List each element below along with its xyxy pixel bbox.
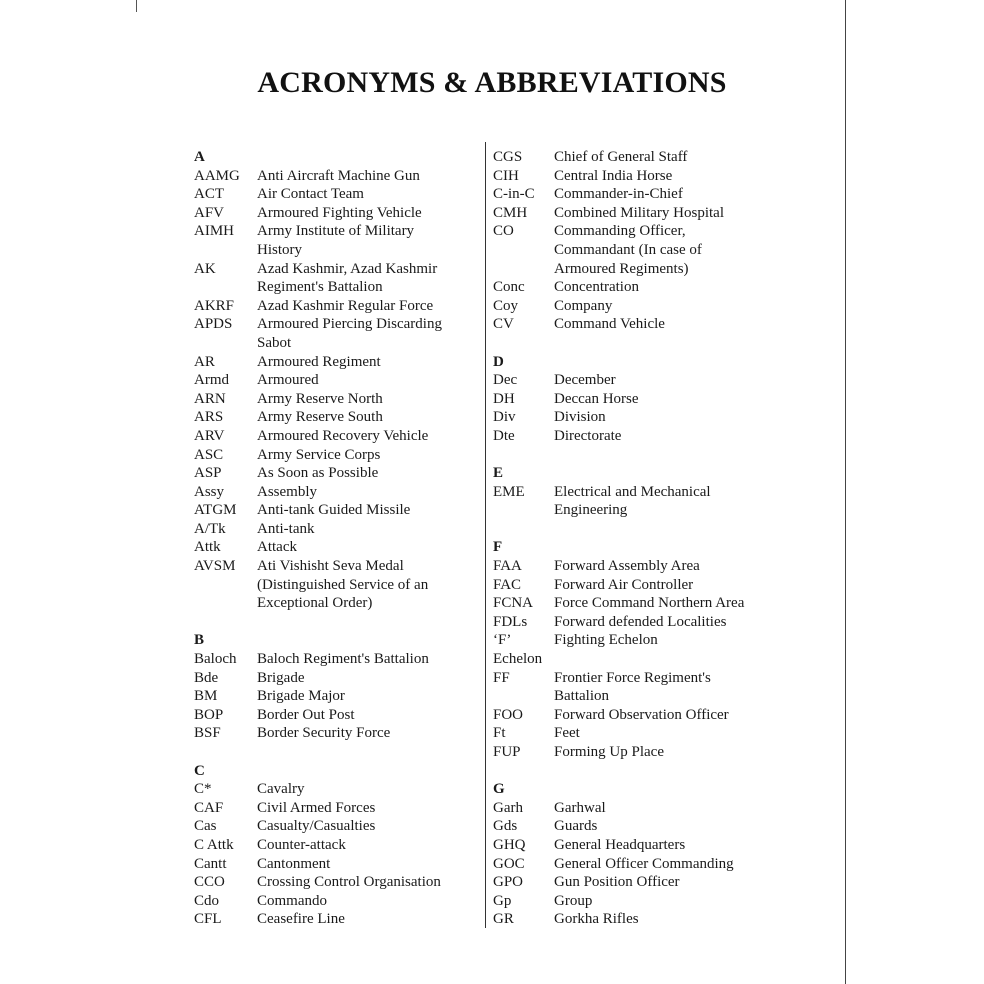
- abbreviation: ATGM: [194, 502, 237, 519]
- abbreviation: GOC: [493, 855, 525, 872]
- abbreviation-entry: [194, 260, 479, 297]
- abbreviation-entry: [493, 297, 793, 316]
- expansion: [257, 669, 479, 688]
- abbreviation: FCNA: [493, 595, 534, 612]
- abbreviation: AFV: [194, 204, 225, 221]
- expansion: [554, 315, 793, 334]
- abbreviation-entry: [493, 167, 793, 186]
- expansion-line: Army Reserve North: [257, 390, 383, 407]
- expansion-line: Commander-in-Chief: [554, 186, 683, 203]
- expansion-line: Anti-tank: [257, 520, 315, 537]
- abbreviation: Coy: [493, 297, 519, 314]
- expansion: [554, 167, 793, 186]
- abbreviation-entry: [194, 408, 479, 427]
- abbreviation-entry: [194, 446, 479, 465]
- expansion: [257, 724, 479, 743]
- expansion-line: Combined Military Hospital: [554, 204, 724, 221]
- abbreviation: APDS: [194, 316, 233, 333]
- column-divider: [485, 142, 486, 928]
- abbreviation-entry: [194, 520, 479, 539]
- abbreviation-entry: [493, 855, 793, 874]
- expansion: [257, 483, 479, 502]
- section-e: [493, 464, 793, 520]
- expansion-line: Army Service Corps: [257, 446, 381, 463]
- expansion: [554, 817, 793, 836]
- expansion: [554, 204, 793, 223]
- abbreviation-entry: [493, 427, 793, 446]
- page-edge-left: [136, 0, 137, 12]
- expansion: [257, 836, 479, 855]
- expansion-line: Guards: [554, 818, 598, 835]
- abbreviation: FAC: [493, 576, 522, 593]
- expansion: [257, 855, 479, 874]
- expansion-line: Civil Armed Forces: [257, 799, 376, 816]
- expansion: [257, 315, 479, 352]
- section-letter: C: [194, 762, 205, 779]
- expansion-line: Division: [554, 409, 606, 426]
- abbreviation-entry: [493, 836, 793, 855]
- expansion-line: Engineering: [554, 502, 628, 519]
- abbreviation: C*: [194, 781, 212, 798]
- page-edge-right: [845, 0, 846, 984]
- expansion: [554, 836, 793, 855]
- expansion-line: Battalion: [554, 688, 609, 705]
- abbreviation: AKRF: [194, 297, 235, 314]
- abbreviation: GPO: [493, 874, 524, 891]
- expansion-line: Company: [554, 297, 613, 314]
- abbreviation-entry: [493, 706, 793, 725]
- abbreviation: A/Tk: [194, 520, 226, 537]
- abbreviation-entry: [493, 576, 793, 595]
- abbreviation: Dte: [493, 427, 515, 444]
- section-continued: [493, 148, 793, 334]
- expansion-line: Brigade Major: [257, 688, 345, 705]
- abbreviation-entry: [194, 538, 479, 557]
- expansion: [257, 538, 479, 557]
- expansion: [554, 222, 793, 278]
- expansion-line: General Headquarters: [554, 836, 686, 853]
- abbreviation: CCO: [194, 874, 225, 891]
- section-letter: D: [493, 353, 504, 370]
- abbreviation-entry: [194, 873, 479, 892]
- abbreviation: Assy: [194, 483, 225, 500]
- expansion: [257, 204, 479, 223]
- expansion: [554, 855, 793, 874]
- expansion-line: Chief of General Staff: [554, 149, 688, 165]
- abbreviation-entry: [194, 185, 479, 204]
- expansion: [554, 557, 793, 576]
- expansion: [554, 594, 793, 613]
- abbreviation-entry: [493, 910, 793, 929]
- abbreviation-entry: [493, 315, 793, 334]
- abbreviation-entry: [194, 483, 479, 502]
- section-letter: G: [493, 781, 505, 798]
- expansion-line: Crossing Control Organisation: [257, 874, 441, 891]
- abbreviation: CAF: [194, 799, 224, 816]
- abbreviation: CGS: [493, 149, 523, 165]
- expansion-line: Feet: [554, 725, 580, 742]
- expansion: [257, 371, 479, 390]
- abbreviation: FOO: [493, 706, 524, 723]
- expansion: [554, 483, 793, 520]
- expansion: [257, 706, 479, 725]
- abbreviation-entry: [493, 557, 793, 576]
- expansion-line: Armoured Regiments): [554, 260, 689, 277]
- abbreviation: Conc: [493, 279, 525, 296]
- expansion: [554, 743, 793, 762]
- abbreviation: CIH: [493, 167, 519, 184]
- abbreviation-entry: [194, 650, 479, 669]
- expansion: [257, 799, 479, 818]
- abbreviation-entry: [493, 799, 793, 818]
- abbreviation: AVSM: [194, 558, 236, 575]
- expansion: [554, 408, 793, 427]
- abbreviation: GHQ: [493, 836, 526, 853]
- left-column: [194, 148, 479, 929]
- abbreviation-entry: [194, 371, 479, 390]
- abbreviation-entry: [194, 706, 479, 725]
- abbreviation: FAA: [493, 558, 522, 575]
- expansion-line: Commando: [257, 892, 327, 909]
- expansion-line: Army Institute of Military: [257, 223, 415, 240]
- abbreviation: FF: [493, 669, 510, 686]
- expansion-line: Border Out Post: [257, 706, 355, 723]
- abbreviation-entry: [493, 892, 793, 911]
- abbreviation-entry: [194, 427, 479, 446]
- abbreviation-entry: [194, 687, 479, 706]
- expansion: [257, 185, 479, 204]
- abbreviation: ARN: [194, 390, 226, 407]
- expansion: [554, 910, 793, 929]
- expansion: [554, 297, 793, 316]
- expansion: [257, 464, 479, 483]
- section-a: [194, 148, 479, 613]
- abbreviation: AK: [194, 260, 216, 277]
- abbreviation: Attk: [194, 539, 221, 556]
- abbreviation: CMH: [493, 204, 528, 221]
- expansion: [257, 780, 479, 799]
- expansion-line: General Officer Commanding: [554, 855, 734, 872]
- abbreviation-entry: [194, 780, 479, 799]
- expansion: [554, 799, 793, 818]
- expansion-line: History: [257, 241, 302, 258]
- abbreviation-entry: [493, 724, 793, 743]
- expansion: [257, 892, 479, 911]
- abbreviation: EME: [493, 483, 525, 500]
- abbreviation: ASP: [194, 465, 222, 482]
- abbreviation-entry: [194, 892, 479, 911]
- section-c: [194, 762, 479, 929]
- abbreviation: Ft: [493, 725, 506, 742]
- expansion: [554, 278, 793, 297]
- section-d: [493, 353, 793, 446]
- abbreviation-entry: [493, 371, 793, 390]
- abbreviation: Gds: [493, 818, 518, 835]
- expansion-line: Group: [554, 892, 593, 909]
- abbreviation: Cantt: [194, 855, 227, 872]
- abbreviation-entry: [194, 390, 479, 409]
- expansion-line: Forming Up Place: [554, 744, 664, 760]
- expansion: [554, 371, 793, 390]
- abbreviation: BOP: [194, 706, 224, 723]
- abbreviation-entry: [493, 278, 793, 297]
- expansion-line: Commanding Officer,: [554, 223, 686, 240]
- expansion-line: Garhwal: [554, 799, 606, 816]
- abbreviation: C Attk: [194, 836, 234, 853]
- expansion-line: Baloch Regiment's Battalion: [257, 651, 429, 668]
- expansion-line: Attack: [257, 539, 297, 556]
- abbreviation: ACT: [194, 186, 224, 203]
- expansion: [554, 706, 793, 725]
- abbreviation-entry: [194, 297, 479, 316]
- expansion-line: Forward Assembly Area: [554, 558, 700, 575]
- abbreviation-entry: [493, 873, 793, 892]
- expansion: [257, 650, 479, 669]
- expansion: [257, 353, 479, 372]
- expansion-line: Regiment's Battalion: [257, 279, 383, 296]
- abbreviation: Cdo: [194, 892, 220, 909]
- expansion: [257, 390, 479, 409]
- abbreviation-entry: [194, 204, 479, 223]
- abbreviation: Bde: [194, 669, 219, 686]
- abbreviation: AR: [194, 353, 215, 370]
- abbreviation: BSF: [194, 725, 221, 742]
- expansion: [554, 576, 793, 595]
- expansion: [554, 427, 793, 446]
- abbreviation-entry: [493, 817, 793, 836]
- abbreviation: Cas: [194, 818, 217, 835]
- expansion: [257, 222, 479, 259]
- expansion: [257, 873, 479, 892]
- page-title: ACRONYMS & ABBREVIATIONS: [257, 66, 727, 99]
- expansion: [554, 185, 793, 204]
- expansion: [257, 557, 479, 613]
- abbreviation-entry: [194, 855, 479, 874]
- abbreviation-entry: [194, 501, 479, 520]
- abbreviation-entry: [493, 483, 793, 520]
- abbreviation: ASC: [194, 446, 224, 463]
- abbreviation-entry: [493, 631, 793, 650]
- abbreviation-entry: [194, 464, 479, 483]
- abbreviation-entry: [194, 557, 479, 613]
- expansion: [257, 427, 479, 446]
- abbreviation: CO: [493, 223, 514, 240]
- expansion: [257, 501, 479, 520]
- abbreviation: Garh: [493, 799, 523, 816]
- abbreviation: C-in-C: [493, 186, 535, 203]
- abbreviation-entry: [493, 613, 793, 632]
- expansion-line: Armoured Piercing Discarding: [257, 316, 442, 333]
- expansion-line: Forward Air Controller: [554, 576, 694, 593]
- expansion: [257, 408, 479, 427]
- abbreviation-entry: [493, 669, 793, 706]
- expansion: [257, 260, 479, 297]
- right-column: [493, 148, 793, 929]
- section-b: [194, 631, 479, 743]
- expansion-line: Gorkha Rifles: [554, 911, 639, 928]
- expansion-line: Forward defended Localities: [554, 613, 727, 630]
- expansion-line: Fighting Echelon: [554, 632, 658, 649]
- expansion-line: Azad Kashmir Regular Force: [257, 297, 434, 314]
- expansion: [554, 892, 793, 911]
- expansion: [257, 687, 479, 706]
- abbreviation-entry: [194, 836, 479, 855]
- abbreviation-entry: [493, 743, 793, 762]
- expansion-line: Air Contact Team: [257, 186, 364, 203]
- abbreviation: Echelon: [493, 651, 543, 668]
- expansion-line: Azad Kashmir, Azad Kashmir: [257, 260, 438, 277]
- abbreviation-entry: [194, 222, 479, 259]
- abbreviation-entry: [194, 910, 479, 929]
- expansion-line: Sabot: [257, 334, 292, 351]
- expansion-line: Army Reserve South: [257, 409, 383, 426]
- expansion-line: Cavalry: [257, 781, 305, 798]
- expansion-line: Counter-attack: [257, 836, 346, 853]
- expansion: [257, 297, 479, 316]
- expansion: [554, 148, 793, 167]
- expansion-line: Concentration: [554, 279, 639, 296]
- abbreviation-entry: [493, 408, 793, 427]
- expansion-line: Force Command Northern Area: [554, 595, 745, 612]
- expansion: [554, 390, 793, 409]
- expansion-line: Armoured Regiment: [257, 353, 381, 370]
- abbreviation-entry: [194, 167, 479, 186]
- section-letter: B: [194, 632, 205, 649]
- expansion: [257, 910, 479, 929]
- abbreviation-entry: [194, 724, 479, 743]
- abbreviation-entry: [493, 222, 793, 278]
- abbreviation-entry: [493, 185, 793, 204]
- abbreviation: Armd: [194, 372, 229, 389]
- abbreviation-entry: [194, 353, 479, 372]
- expansion-line: Gun Position Officer: [554, 874, 680, 891]
- expansion-line: Armoured Fighting Vehicle: [257, 204, 422, 221]
- expansion: [554, 613, 793, 632]
- expansion-line: Ati Vishisht Seva Medal: [257, 558, 404, 575]
- abbreviation-entry: [194, 817, 479, 836]
- abbreviation-entry: [493, 594, 793, 613]
- section-letter: F: [493, 539, 503, 556]
- expansion-line: Forward Observation Officer: [554, 706, 729, 723]
- expansion: [554, 873, 793, 892]
- expansion-line: Directorate: [554, 427, 622, 444]
- abbreviation: Baloch: [194, 651, 237, 668]
- abbreviation: FUP: [493, 744, 521, 760]
- abbreviation: ARV: [194, 427, 225, 444]
- expansion-line: As Soon as Possible: [257, 465, 379, 482]
- abbreviation: Gp: [493, 892, 512, 909]
- abbreviation: ‘F’: [493, 632, 512, 649]
- expansion-line: Exceptional Order): [257, 595, 373, 612]
- section-letter: A: [194, 149, 205, 165]
- expansion-line: (Distinguished Service of an: [257, 576, 429, 593]
- expansion-line: Electrical and Mechanical: [554, 483, 711, 500]
- expansion-line: Brigade: [257, 669, 305, 686]
- expansion: [257, 817, 479, 836]
- expansion-line: Armoured: [257, 372, 319, 389]
- abbreviation-entry: [493, 148, 793, 167]
- abbreviation-entry: [194, 669, 479, 688]
- abbreviation-entry: [194, 315, 479, 352]
- expansion-line: Ceasefire Line: [257, 911, 345, 928]
- expansion-line: Assembly: [257, 483, 317, 500]
- abbreviation: CV: [493, 316, 514, 333]
- expansion-line: Armoured Recovery Vehicle: [257, 427, 429, 444]
- expansion: [257, 167, 479, 186]
- abbreviation: GR: [493, 911, 514, 928]
- expansion-line: Anti Aircraft Machine Gun: [257, 167, 420, 184]
- expansion: [554, 669, 793, 706]
- expansion: [554, 631, 793, 650]
- expansion-line: Anti-tank Guided Missile: [257, 502, 411, 519]
- abbreviation: DH: [493, 390, 515, 407]
- expansion-line: Frontier Force Regiment's: [554, 669, 711, 686]
- expansion: [554, 724, 793, 743]
- expansion: [257, 446, 479, 465]
- section-g: [493, 780, 793, 929]
- expansion-line: Central India Horse: [554, 167, 673, 184]
- abbreviation: BM: [194, 688, 218, 705]
- abbreviation: ARS: [194, 409, 224, 426]
- expansion-line: Casualty/Casualties: [257, 818, 376, 835]
- abbreviation: AIMH: [194, 223, 234, 240]
- expansion: [257, 520, 479, 539]
- abbreviation-entry: [493, 650, 793, 669]
- abbreviation-entry: [493, 390, 793, 409]
- expansion-line: December: [554, 372, 616, 389]
- abbreviation-entry: [493, 204, 793, 223]
- abbreviation: Div: [493, 409, 516, 426]
- expansion-line: Commandant (In case of: [554, 241, 702, 258]
- expansion-line: Cantonment: [257, 855, 331, 872]
- abbreviation: CFL: [194, 911, 222, 928]
- expansion-line: Command Vehicle: [554, 316, 665, 333]
- abbreviation: Dec: [493, 372, 518, 389]
- abbreviation-entry: [194, 799, 479, 818]
- expansion-line: Deccan Horse: [554, 390, 639, 407]
- expansion-line: Border Security Force: [257, 725, 391, 742]
- section-letter: E: [493, 465, 504, 482]
- section-f: [493, 538, 793, 761]
- abbreviation: AAMG: [194, 167, 240, 184]
- abbreviation: FDLs: [493, 613, 528, 630]
